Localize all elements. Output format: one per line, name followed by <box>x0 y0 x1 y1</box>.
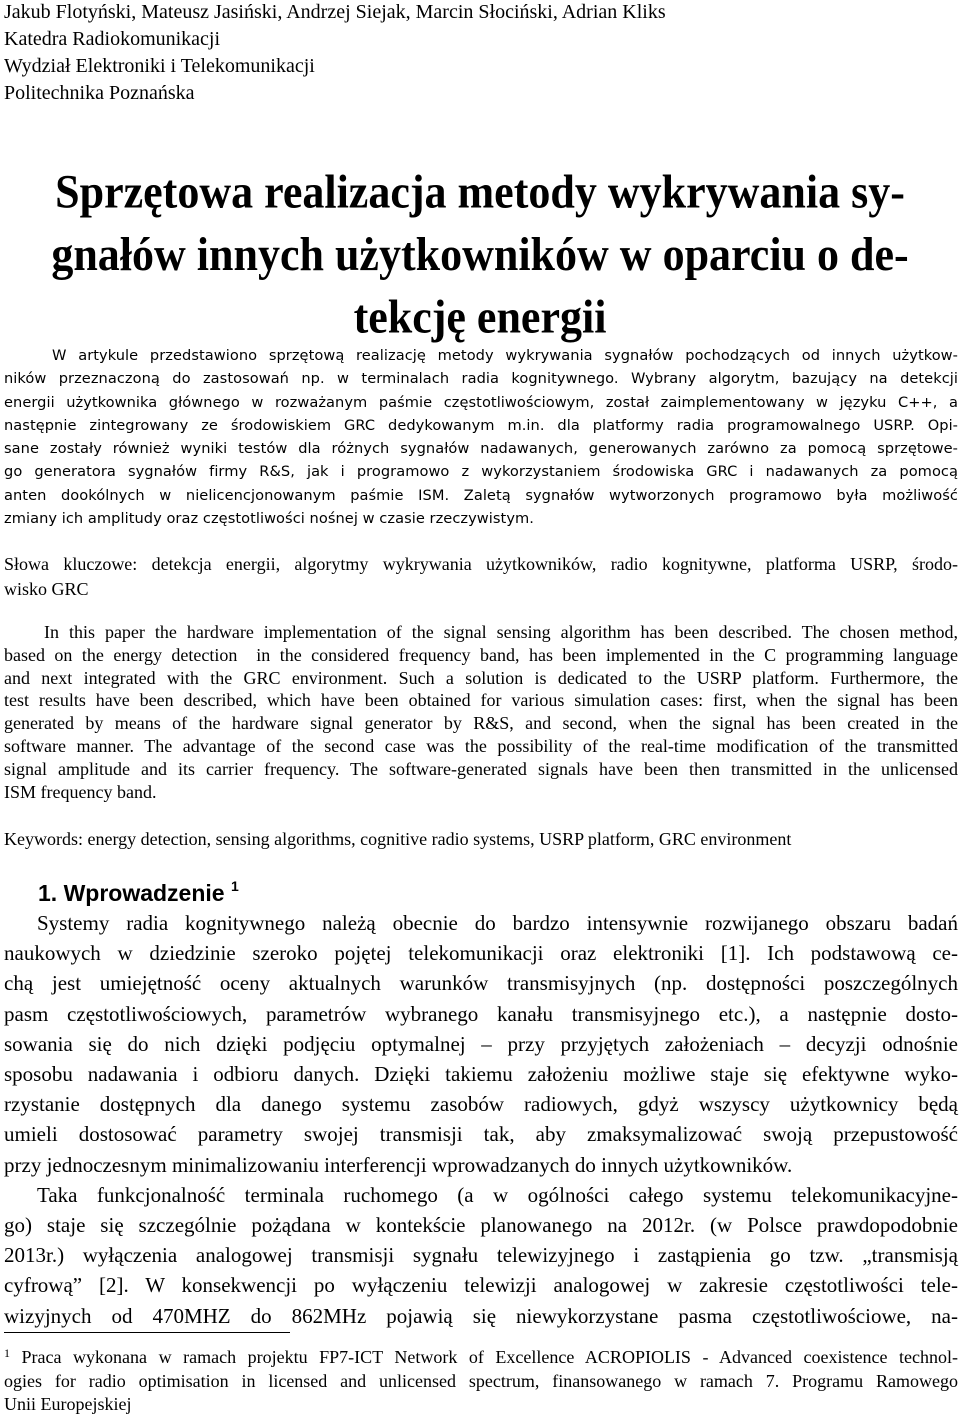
body-line: Taka funkcjonalność terminala ruchomego (a w ogólności całego systemu telekomunikacyjne- <box>37 1182 958 1207</box>
keywords-english <box>4 827 958 851</box>
title-line: gnałów innych użytkowników w oparciu o de- <box>51 227 909 281</box>
body-line: go) staje się szczególnie pożądana w kontekście planowanego na 2012r. (w Polsce prawdopodobnie <box>4 1213 958 1238</box>
abstract-en-line: test results have been described, which have been obtained for various simulation cases: first, when the signal has been <box>4 690 958 711</box>
body-line: rzystanie dostępnych dla danego systemu zasobów radiowych, gdyż wszyscy użytkownicy będą <box>4 1092 958 1117</box>
abstract-en-line: software manner. The advantage of the second case was the possibility of the real-time modification of the transmitted <box>4 735 958 756</box>
footnote-reference: 1 <box>230 878 239 894</box>
keywords-pl-line: wisko GRC <box>4 579 89 599</box>
footnote-separator <box>4 1332 290 1333</box>
paper-title <box>0 161 960 349</box>
body-line: sposobu nadawania i odbioru danych. Dzięki takiemu założeniu możliwe staje się efektywne wyko- <box>4 1062 958 1087</box>
abstract-pl-line: W artykule przedstawiono sprzętową realizację metody wykrywania sygnałów pochodzących od innych użytkow- <box>52 347 958 364</box>
abstract-pl-line: ników przeznaczoną do zastosowań np. w terminalach radia kognitywnego. Wybrany algorytm, bazujący na detekcji <box>4 370 958 388</box>
abstract-polish <box>4 344 958 530</box>
abstract-pl-line: następnie zintegrowany ze środowiskiem GRC dedykowanym m.in. dla platformy radia programowalnego USRP. Opi- <box>4 416 958 434</box>
author-names: Jakub Flotyński, Mateusz Jasiński, Andrzej Siejak, Marcin Słociński, Adrian Kliks <box>4 1 666 23</box>
abstract-pl-line: anten dookólnych w nielicencjonowanym paśmie ISM. Zaletą sygnałów wytworzonych programowo była możliwość <box>4 486 958 504</box>
title-line: Sprzętowa realizacja metody wykrywania sy- <box>55 165 905 219</box>
abstract-pl-line: zmiany ich amplitudy oraz częstotliwości nośnej w czasie rzeczywistym. <box>4 510 534 528</box>
footnote-line: ogies for radio optimisation in licensed and unlicensed spectrum, finansowanego w ramach 7. Programu Ramowego <box>4 1370 958 1391</box>
body-line: pasm częstotliwościowych, parametrów wybranego kanału transmisyjnego etc.), a następnie dosto- <box>4 1001 958 1026</box>
department-name: Katedra Radiokomunikacji <box>4 28 221 50</box>
footnote-line-text: Praca wykonana w ramach projektu FP7-ICT Network of Excellence ACROPIOLIS - Advanced coexistence technol- <box>21 1347 959 1367</box>
faculty-name: Wydział Elektroniki i Telekomunikacji <box>4 55 315 77</box>
keywords-en-line: Keywords: energy detection, sensing algorithms, cognitive radio systems, USRP platform, GRC environment <box>4 829 792 849</box>
abstract-pl-line: go generatora sygnałów firmy R&S, jak i programowo z wykorzystaniem środowiska GRC i nadawanych za pomocą <box>4 463 958 481</box>
keywords-pl-line: Słowa kluczowe: detekcja energii, algorytmy wykrywania użytkowników, radio kognitywne, platforma USRP, środo- <box>4 554 958 574</box>
author-affiliation <box>4 0 958 107</box>
body-line: sowania się do nich dzięki podjęciu optymalnej – przy przyjętych założeniach – decyzji odnośnie <box>4 1031 958 1056</box>
body-line: wizyjnych od 470MHZ do 862MHz pojawią się niewykorzystane pasma częstotliwościowe, na- <box>4 1303 958 1328</box>
body-line: cyfrową” [2]. W konsekwencji po wyłączeniu telewizji analogowej w zakresie częstotliwości tele- <box>4 1273 958 1298</box>
abstract-en-line: signal amplitude and its carrier frequency. The software-generated signals have been then transmitted in the unlicensed <box>4 758 958 779</box>
footnote-line <box>4 1342 958 1370</box>
body-line: 2013r.) wyłączenia analogowej transmisji sygnału telewizyjnego i zastąpienia go tzw. „transmisją <box>4 1243 958 1268</box>
section-heading <box>38 871 239 908</box>
abstract-pl-line: energii użytkownika głównego w rozważanym paśmie częstotliwościowym, został zaimplementowany w języku C++, a <box>4 393 958 411</box>
abstract-english <box>4 621 958 803</box>
title-line: tekcję energii <box>353 290 607 344</box>
abstract-en-line: and next integrated with the GRC environment. Such a solution is dedicated to the USRP platform. Furthermore, the <box>4 667 958 688</box>
abstract-pl-line: sane zostały również wyniki testów dla różnych sygnałów nadawanych, generowanych zarówno za pomocą sprzętowe- <box>4 440 958 458</box>
body-line: Systemy radia kognitywnego należą obecnie do bardzo intensywnie rozwijanego obszaru badań <box>37 911 958 935</box>
footnote-line: Unii Europejskiej <box>4 1394 132 1414</box>
section-heading-text: 1. Wprowadzenie <box>38 880 225 906</box>
body-line: przy jednoczesnym minimalizowaniu interferencji wprowadzanych do innych użytkowników. <box>4 1152 793 1177</box>
body-line: naukowych w dziedzinie szeroko pojętej telekomunikacji oraz elektroniki [1]. Ich podstawową ce- <box>4 941 958 966</box>
university-name: Politechnika Poznańska <box>4 82 195 104</box>
footnote-mark: 1 <box>4 1346 10 1360</box>
abstract-en-line: ISM frequency band. <box>4 781 157 802</box>
body-line: umieli dostosować parametry swojej transmisji tak, aby zmaksymalizować swoją przepustowość <box>4 1122 958 1147</box>
abstract-en-line: based on the energy detection in the considered frequency band, has been implemented in the C programming language <box>4 644 958 665</box>
footnote <box>4 1342 958 1417</box>
abstract-en-line: generated by means of the hardware signal generator by R&S, and second, when the signal has been created in the <box>4 713 958 734</box>
keywords-polish <box>4 552 958 602</box>
abstract-en-line: In this paper the hardware implementation of the signal sensing algorithm has been described. The chosen method, <box>44 622 958 642</box>
body-line: chą jest umiejętność oceny aktualnych warunków transmisyjnych (np. dostępności poszczególnych <box>4 971 958 996</box>
body-text <box>4 908 958 1331</box>
